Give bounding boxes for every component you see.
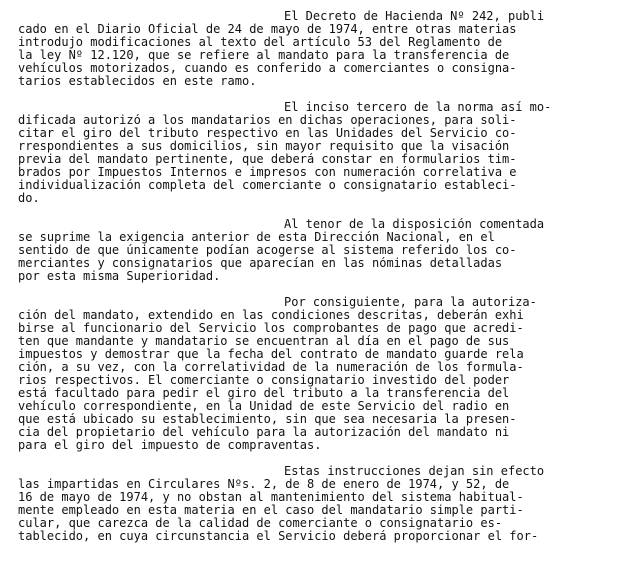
text-line: vehículo correspondiente, en la Unidad de este Servicio del radio en bbox=[18, 400, 510, 413]
paragraph-tenor bbox=[18, 218, 613, 283]
text-line: previa del mandato pertinente, que deberá constar en formularios tim- bbox=[18, 153, 517, 166]
text-line: Al tenor de la disposición comentada bbox=[284, 218, 545, 231]
text-line: cia del propietario del vehículo para la autorización del mandato ni bbox=[18, 426, 510, 439]
text-line: sentido de que únicamente podían acogerse al sistema referido los co- bbox=[18, 244, 517, 257]
text-line: las impartidas en Circulares Nºs. 2, de 8 de enero de 1974, y 52, de bbox=[18, 478, 510, 491]
text-line: que está ubicado su establecimiento, sin que sea necesaria la presen- bbox=[18, 413, 517, 426]
text-line: ten que mandante y mandatario se encuentran al día en el pago de sus bbox=[18, 335, 510, 348]
text-line: la ley Nº 12.120, que se refiere al mandato para la transferencia de bbox=[18, 49, 510, 62]
paragraph-consiguiente bbox=[18, 296, 613, 452]
text-line: cado en el Diario Oficial de 24 de mayo de 1974, entre otras materias bbox=[18, 23, 517, 36]
text-line: El inciso tercero de la norma así mo- bbox=[284, 101, 552, 114]
text-line: Estas instrucciones dejan sin efecto bbox=[284, 465, 545, 478]
paragraph-decreto bbox=[18, 10, 613, 88]
document-body bbox=[18, 10, 613, 543]
text-line: vehículos motorizados, cuando es conferido a comerciantes o consigna- bbox=[18, 62, 517, 75]
text-line: ción del mandato, extendido en las condiciones descritas, deberán exhi bbox=[18, 309, 524, 322]
paragraph-instrucciones bbox=[18, 465, 613, 543]
text-line: rrespondientes a sus domicilios, sin mayor requisito que la visación bbox=[18, 140, 510, 153]
text-line: do. bbox=[18, 192, 40, 205]
text-line: merciantes y consignatarios que aparecían en las nóminas detalladas bbox=[18, 257, 503, 270]
text-line: se suprime la exigencia anterior de esta Dirección Nacional, en el bbox=[18, 231, 495, 244]
text-line: por esta misma Superioridad. bbox=[18, 270, 221, 283]
text-line: El Decreto de Hacienda Nº 242, publi bbox=[284, 10, 545, 23]
text-line: mente empleado en esta materia en el caso del mandatario simple parti- bbox=[18, 504, 524, 517]
text-line: cular, que carezca de la calidad de comerciante o consignatario es- bbox=[18, 517, 503, 530]
text-line: brados por Impuestos Internos e impresos con numeración correlativa e bbox=[18, 166, 517, 179]
text-line: impuestos y demostrar que la fecha del contrato de mandato guarde rela bbox=[18, 348, 524, 361]
text-line: 16 de mayo de 1974, y no obstan al mantenimiento del sistema habitual- bbox=[18, 491, 524, 504]
text-line: Por consiguiente, para la autoriza- bbox=[284, 296, 537, 309]
text-line: ción, a su vez, con la correlatividad de la numeración de los formula- bbox=[18, 361, 524, 374]
text-line: birse al funcionario del Servicio los comprobantes de pago que acredi- bbox=[18, 322, 524, 335]
text-line: citar el giro del tributo respectivo en las Unidades del Servicio co- bbox=[18, 127, 517, 140]
text-line: individualización completa del comerciante o consignatario estableci- bbox=[18, 179, 517, 192]
text-line: rios respectivos. El comerciante o consignatario investido del poder bbox=[18, 374, 510, 387]
text-line: está facultado para pedir el giro del tributo a la transferencia del bbox=[18, 387, 510, 400]
text-line: tarios establecidos en este ramo. bbox=[18, 75, 257, 88]
text-line: para el giro del impuesto de compraventas. bbox=[18, 439, 322, 452]
paragraph-inciso bbox=[18, 101, 613, 205]
text-line: tablecido, en cuya circunstancia el Servicio deberá proporcionar el for- bbox=[18, 530, 539, 543]
text-line: dificada autorizó a los mandatarios en dichas operaciones, para soli- bbox=[18, 114, 517, 127]
text-line: introdujo modificaciones al texto del artículo 53 del Reglamento de bbox=[18, 36, 503, 49]
